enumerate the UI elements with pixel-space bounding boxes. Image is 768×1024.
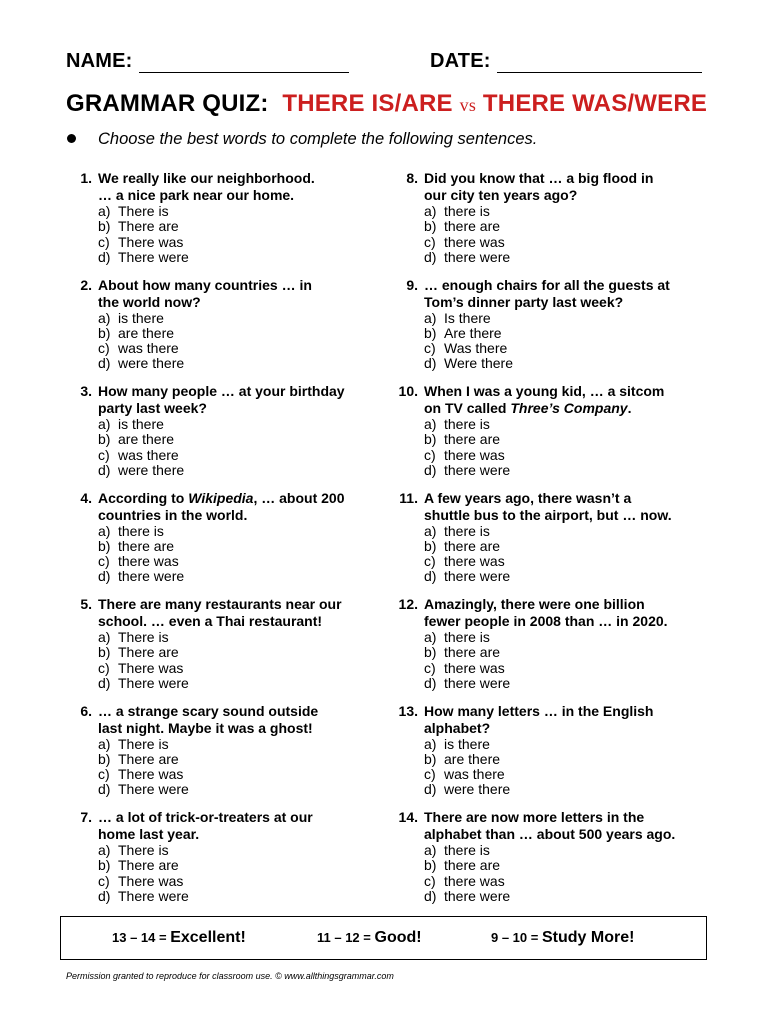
question-line: … enough chairs for all the guests at [424,276,670,293]
answer-option[interactable] [98,341,384,356]
answer-option[interactable] [424,782,712,797]
answer-option[interactable] [424,645,712,660]
answer-option[interactable] [98,432,384,447]
answer-option[interactable] [424,219,712,234]
option-text: There were [118,248,189,265]
answer-option[interactable] [98,539,384,554]
option-text: There was [118,766,184,783]
option-text: there was [444,553,505,570]
option-text: There are [118,750,179,767]
answer-option[interactable] [424,326,712,341]
answer-option[interactable] [98,661,384,676]
answer-option[interactable] [98,569,384,584]
question-text [424,383,712,417]
answer-option[interactable] [98,356,384,371]
option-text: there was [444,659,505,676]
question-italic-title: Wikipedia [188,489,254,506]
question-number: 4. [80,489,92,506]
option-text: There was [118,659,184,676]
footer-permission: Permission granted to reproduce for classroom use. © www.allthingsgrammar.com [66,971,394,981]
question-text [98,170,384,204]
option-letter: a) [424,842,437,858]
option-letter: c) [98,446,110,463]
question-line [424,400,712,417]
answer-option[interactable] [424,235,712,250]
answer-option[interactable] [98,235,384,250]
option-letter: c) [424,553,436,570]
option-letter: a) [424,522,437,539]
question-item [392,596,712,703]
answer-option[interactable] [424,524,712,539]
answer-options [424,630,712,691]
option-letter: d) [424,781,437,798]
option-letter: a) [424,416,437,432]
option-letter: b) [424,218,437,235]
score-label: Excellent! [170,929,246,946]
name-field[interactable] [66,50,349,73]
option-text: Was there [444,340,508,357]
question-item [66,490,384,597]
question-item [392,809,712,916]
instruction-text: Choose the best words to complete the following sentences. [98,130,538,148]
option-text: There was [118,233,184,250]
answer-option[interactable] [98,554,384,569]
option-text: there is [444,842,490,858]
answer-option[interactable] [424,843,712,858]
option-text: there were [444,568,511,585]
question-text [98,596,384,630]
option-text: there is [444,629,490,645]
question-line: About how many countries … in [98,276,312,293]
question-item [392,383,712,490]
question-line: How many letters … in the English [424,702,654,719]
answer-option[interactable] [424,874,712,889]
option-text: Are there [444,324,502,341]
question-item [66,383,384,490]
answer-option[interactable] [424,250,712,265]
answer-option[interactable] [98,737,384,752]
question-text [424,277,712,311]
question-number: 9. [406,276,418,293]
question-number: 10. [398,383,418,399]
option-letter: a) [98,309,111,326]
instruction [66,130,537,149]
answer-option[interactable] [98,326,384,341]
answer-options [98,311,384,372]
option-letter: b) [424,644,437,661]
score-range: 9 – 10 = [491,930,539,945]
answer-option[interactable] [424,752,712,767]
question-line: alphabet? [424,719,491,736]
option-letter: c) [98,659,110,676]
option-text: there was [444,446,505,463]
question-number: 7. [80,809,92,825]
option-letter: a) [424,203,437,219]
option-text: There is [118,735,169,752]
answer-option[interactable] [424,569,712,584]
option-letter: c) [424,233,436,250]
question-line: There are now more letters in the [424,809,645,825]
option-letter: c) [98,872,110,889]
option-text: There was [118,872,184,889]
question-line: … a lot of trick-or-treaters at our [98,809,313,825]
question-line: … a strange scary sound outside [98,702,319,719]
question-line: alphabet than … about 500 years ago. [424,826,676,842]
question-line: There are many restaurants near our [98,596,342,612]
option-letter: c) [98,766,110,783]
quiz-title [66,90,707,118]
question-number: 1. [80,170,92,186]
question-item [392,490,712,597]
question-item [66,809,384,916]
option-text: there are [118,537,175,554]
answer-options [98,630,384,691]
question-line: We really like our neighborhood. [98,170,315,186]
name-blank-line[interactable] [139,52,349,73]
date-field[interactable] [430,50,702,73]
score-good [317,929,422,947]
option-text: There are [118,857,179,874]
answer-option[interactable] [424,676,712,691]
option-letter: a) [98,416,111,432]
question-line: shuttle bus to the airport, but … now. [424,506,672,523]
option-letter: a) [424,735,437,752]
question-line: home last year. [98,826,200,842]
answer-option[interactable] [98,630,384,645]
option-text: there is [444,203,490,219]
option-letter: b) [98,324,111,341]
answer-options [98,737,384,798]
option-letter: b) [98,537,111,554]
question-item [392,703,712,810]
option-letter: d) [424,248,437,265]
question-item [66,277,384,384]
option-letter: c) [424,446,436,463]
answer-options [424,204,712,265]
option-letter: b) [98,644,111,661]
question-number: 14. [398,809,418,825]
answer-option[interactable] [424,463,712,478]
answer-option[interactable] [98,782,384,797]
question-number: 13. [398,702,418,719]
answer-option[interactable] [424,630,712,645]
option-text: There is [118,203,169,219]
option-letter: b) [98,431,111,448]
answer-option[interactable] [424,889,712,904]
option-text: there were [118,568,185,585]
question-number: 8. [406,170,418,186]
question-line: How many people … at your birthday [98,383,345,399]
answer-options [424,311,712,372]
bullet-icon [67,134,76,143]
option-letter: d) [98,887,111,904]
question-text [98,383,384,417]
option-text: there were [444,887,511,904]
option-letter: d) [424,568,437,585]
answer-option[interactable] [424,448,712,463]
option-text: is there [118,309,164,326]
answer-option[interactable] [424,417,712,432]
answer-options [424,524,712,585]
question-italic-title: Three’s Company [510,400,628,416]
question-line-text: . [627,400,632,416]
option-letter: b) [424,431,437,448]
option-letter: d) [98,248,111,265]
option-letter: d) [424,674,437,691]
option-letter: b) [98,857,111,874]
option-letter: d) [98,568,111,585]
option-text: there are [444,431,501,448]
title-part1: THERE IS/ARE [282,90,453,117]
option-text: are there [118,324,175,341]
answer-option[interactable] [98,645,384,660]
option-text: there was [118,553,179,570]
answer-option[interactable] [424,737,712,752]
option-text: was there [118,340,179,357]
option-text: There is [118,842,169,858]
option-letter: a) [424,309,437,326]
option-text: There are [118,644,179,661]
option-letter: d) [98,781,111,798]
option-letter: b) [424,857,437,874]
answer-option[interactable] [98,463,384,478]
answer-option[interactable] [98,204,384,219]
answer-options [424,737,712,798]
option-letter: a) [98,522,111,539]
question-line-text: , … about 200 [253,489,345,506]
option-text: is there [118,416,164,432]
date-label: DATE: [430,50,491,72]
option-letter: a) [98,203,111,219]
answer-option[interactable] [424,356,712,371]
question-text [98,277,384,311]
option-text: was there [118,446,179,463]
answer-option[interactable] [424,767,712,782]
question-item [66,170,384,277]
question-line: Tom’s dinner party last week? [424,293,624,310]
option-text: is there [444,735,490,752]
question-line: last night. Maybe it was a ghost! [98,719,313,736]
question-item [392,170,712,277]
answer-option[interactable] [98,524,384,539]
question-line: fewer people in 2008 than … in 2020. [424,613,668,629]
question-text [98,490,384,524]
question-line-text: According to [98,489,189,506]
score-box [60,916,707,960]
option-text: were there [118,461,185,478]
option-letter: b) [98,218,111,235]
question-item [66,703,384,810]
answer-option[interactable] [424,858,712,873]
option-letter: c) [98,553,110,570]
questions-right-column [392,170,712,916]
answer-options [98,417,384,478]
answer-options [424,417,712,478]
option-letter: c) [424,659,436,676]
option-letter: c) [424,340,436,357]
option-letter: d) [98,674,111,691]
date-blank-line[interactable] [497,52,702,73]
title-prefix: GRAMMAR QUIZ: [66,90,269,117]
question-line: our city ten years ago? [424,187,578,203]
option-text: there was [444,233,505,250]
option-text: are there [444,750,501,767]
option-text: There are [118,218,179,235]
question-text [424,490,712,524]
answer-option[interactable] [98,767,384,782]
answer-option[interactable] [98,219,384,234]
question-line: the world now? [98,293,201,310]
option-text: Is there [444,309,491,326]
question-line: party last week? [98,400,207,416]
option-letter: d) [424,355,437,372]
answer-option[interactable] [424,661,712,676]
answer-option[interactable] [424,311,712,326]
question-text [424,703,712,737]
question-number: 12. [398,596,418,612]
option-letter: a) [98,629,111,645]
answer-option[interactable] [424,554,712,569]
title-vs: vs [459,95,477,115]
questions-left-column [66,170,384,916]
name-label: NAME: [66,50,133,72]
question-line [98,490,384,507]
question-text [424,170,712,204]
option-letter: a) [424,629,437,645]
answer-options [98,843,384,904]
answer-options [424,843,712,904]
answer-option[interactable] [98,676,384,691]
title-part2: THERE WAS/WERE [482,90,708,117]
question-text [424,596,712,630]
option-text: there was [444,872,505,889]
question-line: school. … even a Thai restaurant! [98,613,323,629]
answer-option[interactable] [424,341,712,356]
answer-option[interactable] [98,843,384,858]
question-item [392,277,712,384]
option-text: there are [444,218,501,235]
option-letter: d) [98,355,111,372]
question-line: When I was a young kid, … a sitcom [424,383,665,399]
question-line: … a nice park near our home. [98,187,295,203]
option-text: were there [118,355,185,372]
option-letter: d) [424,887,437,904]
score-label: Good! [374,929,422,946]
option-letter: a) [98,735,111,752]
score-label: Study More! [541,929,635,946]
question-line: A few years ago, there wasn’t a [424,489,632,506]
option-letter: b) [424,537,437,554]
option-letter: c) [424,872,436,889]
option-text: there are [444,857,501,874]
option-text: there is [444,416,490,432]
option-letter: c) [98,340,110,357]
question-number: 2. [80,276,92,293]
question-line-text: on TV called [424,400,511,416]
option-text: there is [444,522,490,539]
question-number: 5. [80,596,92,612]
option-text: are there [118,431,175,448]
answer-option[interactable] [98,448,384,463]
answer-option[interactable] [98,874,384,889]
question-text [98,703,384,737]
question-item [66,596,384,703]
option-letter: d) [424,461,437,478]
answer-option[interactable] [98,858,384,873]
option-letter: c) [424,766,436,783]
option-text: There were [118,887,189,904]
option-text: there were [444,248,511,265]
answer-option[interactable] [98,311,384,326]
option-letter: c) [98,233,110,250]
score-study-more [491,929,634,947]
answer-options [98,524,384,585]
option-letter: d) [98,461,111,478]
answer-options [98,204,384,265]
option-text: there were [444,461,511,478]
option-text: There were [118,674,189,691]
question-number: 3. [80,383,92,399]
answer-option[interactable] [424,204,712,219]
question-number: 6. [80,702,92,719]
option-letter: b) [98,750,111,767]
question-line: countries in the world. [98,506,248,523]
question-text [424,809,712,843]
score-excellent [112,929,246,947]
option-letter: a) [98,842,111,858]
answer-option[interactable] [98,889,384,904]
answer-option[interactable] [424,432,712,447]
option-text: there are [444,537,501,554]
answer-option[interactable] [98,752,384,767]
option-text: was there [444,766,505,783]
option-text: There is [118,629,169,645]
question-line: Amazingly, there were one billion [424,596,645,612]
option-text: There were [118,781,189,798]
question-text [98,809,384,843]
option-text: there is [118,522,164,539]
score-range: 11 – 12 = [317,930,371,945]
question-line: Did you know that … a big flood in [424,170,654,186]
option-text: there were [444,674,511,691]
option-text: Were there [444,355,513,372]
option-letter: b) [424,750,437,767]
option-letter: b) [424,324,437,341]
answer-option[interactable] [98,417,384,432]
score-range: 13 – 14 = [112,930,167,945]
answer-option[interactable] [424,539,712,554]
answer-option[interactable] [98,250,384,265]
option-text: there are [444,644,501,661]
option-text: were there [444,781,511,798]
question-number: 11. [399,489,418,506]
